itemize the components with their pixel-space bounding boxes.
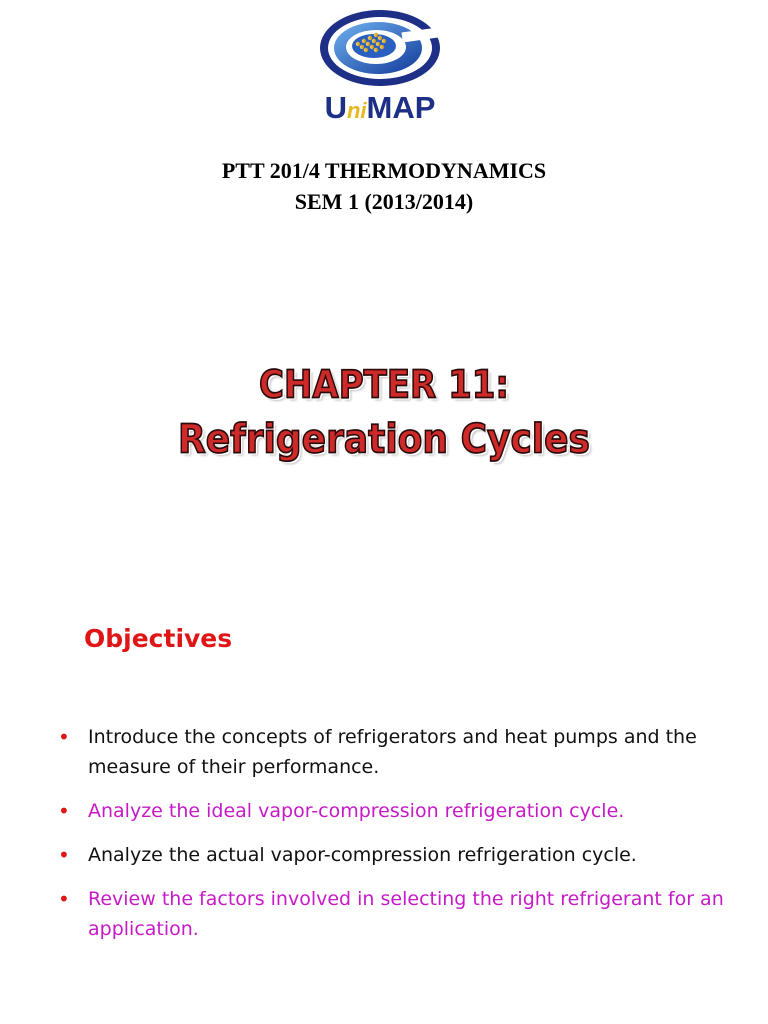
bullet-text: Introduce the concepts of refrigerators and heat pumps and the measure of their performance. [88,726,697,778]
wordmark-ni: ni [346,98,367,123]
bullet-icon: • [58,887,70,911]
chapter-title: Refrigeration Cycles [178,416,590,463]
unimap-wordmark [310,92,450,123]
unimap-emblem-icon [310,0,450,100]
course-code: PTT 201/4 THERMODYNAMICS [221,158,547,183]
wordmark-u: U [324,90,347,125]
bullet-icon: • [58,799,70,823]
bullet-text: Analyze the actual vapor-compression refrigeration cycle. [88,844,637,866]
list-item [58,884,738,944]
list-item [58,796,738,826]
unimap-logo [310,0,450,140]
wordmark-map: MAP [366,90,436,125]
bullet-icon: • [58,843,70,867]
semester: SEM 1 (2013/2014) [294,189,474,214]
chapter-number: CHAPTER 11: [259,362,509,408]
list-item [58,840,738,870]
objectives-title: Objectives [84,624,233,653]
objectives-list [58,722,738,958]
list-item [58,722,738,782]
bullet-text: Review the factors involved in selecting the right refrigerant for an application. [88,888,724,940]
bullet-text: Analyze the ideal vapor-compression refrigeration cycle. [88,800,625,822]
objectives-slide [0,512,768,1024]
bullet-icon: • [58,725,70,749]
